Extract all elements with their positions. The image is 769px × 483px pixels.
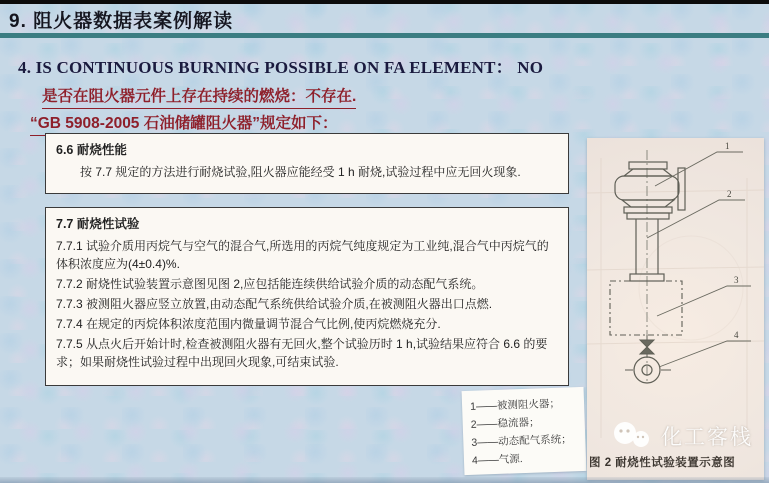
bottom-shadow (0, 477, 769, 483)
clause-7-7-box (45, 207, 569, 386)
figure-legend (462, 387, 587, 475)
label-2: 2 (727, 189, 732, 199)
gas-source-circle (625, 357, 671, 383)
gas-system-box (610, 281, 682, 335)
clause-7-7-item: 7.7.1 试验介质用丙烷气与空气的混合气,所选用的丙烷气纯度规定为工业纯,混合气中丙烷气的体积浓度应为(4±0.4)%. (56, 238, 549, 271)
clause-7-7-item: 7.7.4 在规定的丙烷体积浓度范围内微量调节混合气比例,使丙烷燃烧充分. (56, 316, 441, 331)
chinese-answer-line: 是否在阻火器元件上存在持续的燃烧：不存在. (42, 84, 356, 109)
label-4: 4 (734, 330, 739, 340)
legend-item: 2——稳流器； (470, 416, 540, 431)
title-divider (0, 33, 769, 38)
valve-symbol (640, 335, 654, 357)
flame-arrester-outline (615, 162, 685, 219)
clause-6-6-title: 6.6 耐烧性能 (56, 143, 127, 157)
label-3: 3 (734, 275, 739, 285)
figure-caption: 图 2 耐烧性试验装置示意图 (589, 457, 736, 469)
clause-6-6-body: 按 7.7 规定的方法进行耐烧试验,阻火器应能经受 1 h 耐烧,试验过程中应无回火现象. (80, 164, 521, 179)
leader-labels (725, 141, 739, 340)
clause-7-7-item: 7.7.2 耐烧性试验装置示意图见图 2,应包括能连续供给试验介质的动态配气系统。 (56, 276, 484, 291)
standard-reference-line: “GB 5908-2005 石油储罐阻火器”规定如下： (30, 111, 338, 136)
clause-7-7-item: 7.7.5 从点火后开始计时,检查被测阻火器有无回火,整个试验历时 1 h,试验结果应符合 6.6 的要求；如果耐烧性试验过程中出现回火现象,可结束试验. (56, 336, 548, 369)
figure-panel (587, 138, 764, 480)
clause-7-7-title: 7.7 耐烧性试验 (56, 217, 140, 231)
watermark (611, 420, 753, 452)
top-black-strip (0, 0, 769, 4)
legend-item: 3——动态配气系统； (471, 433, 572, 449)
section-heading: 4. IS CONTINUOUS BURNING POSSIBLE ON FA ELEMENT： NO (18, 58, 544, 77)
page-title: 9. 阻火器数据表案例解读 (9, 11, 234, 32)
watermark-text: 化工客栈 (661, 426, 753, 449)
legend-item: 4——气源. (471, 453, 523, 467)
chat-bubbles-logo-icon (611, 420, 655, 452)
label-1: 1 (725, 141, 730, 151)
clause-6-6-box (45, 133, 569, 194)
legend-item: 1——被测阻火器； (469, 397, 561, 413)
clause-7-7-item: 7.7.3 被测阻火器应竖立放置,由动态配气系统供给试验介质,在被测阻火器出口点燃. (56, 296, 493, 311)
